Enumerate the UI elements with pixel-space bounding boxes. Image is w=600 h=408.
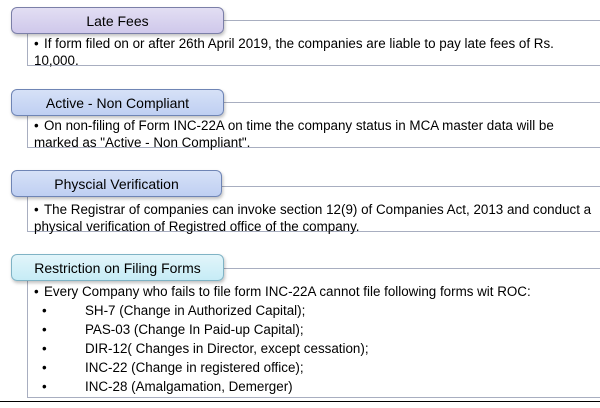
bullet-icon: • (42, 322, 47, 337)
bullet-icon: • (34, 36, 39, 51)
section-title: Restriction on Filing Forms (34, 259, 201, 276)
bullet-icon: • (42, 341, 47, 356)
section-title-pill (11, 7, 224, 34)
bullet-text (34, 201, 594, 235)
bullet-content: On non-filing of Form INC-22A on time the company status in MCA master data will be marked as "Active - Non Compliant". (34, 118, 554, 150)
list-item-text: INC-28 (Amalgamation, Demerger) (85, 379, 293, 394)
bullet-text (34, 283, 594, 300)
section-title-pill (11, 89, 224, 116)
bullet-icon: • (34, 118, 39, 133)
section-title-pill (11, 254, 224, 281)
bottom-divider (0, 401, 600, 402)
bullet-icon: • (34, 202, 39, 217)
list-item-text: SH-7 (Change in Authorized Capital); (85, 303, 306, 318)
section-title: Physcial Verification (54, 175, 179, 192)
bullet-text (34, 117, 594, 151)
list-item-text: DIR-12( Changes in Director, except cessation); (85, 341, 369, 356)
bullet-icon: • (34, 284, 39, 299)
bullet-text (34, 35, 594, 69)
bullet-icon: • (42, 303, 47, 318)
bullet-content: Every Company who fails to file form INC-22A cannot file following forms wit ROC: (44, 284, 531, 299)
bullet-icon: • (42, 379, 47, 394)
list-item-text: PAS-03 (Change In Paid-up Capital); (85, 322, 304, 337)
list-item-text: INC-22 (Change in registered office); (85, 360, 304, 375)
section-title-pill (11, 170, 222, 197)
bullet-content: If form filed on or after 26th April 2019, the companies are liable to pay late fees of Rs. 10,000. (34, 36, 554, 68)
bullet-content: The Registrar of companies can invoke section 12(9) of Companies Act, 2013 and conduct a physical verification of Registred office of the company. (34, 202, 592, 234)
bullet-icon: • (42, 360, 47, 375)
section-title: Late Fees (86, 12, 149, 29)
section-title: Active - Non Compliant (45, 94, 190, 111)
